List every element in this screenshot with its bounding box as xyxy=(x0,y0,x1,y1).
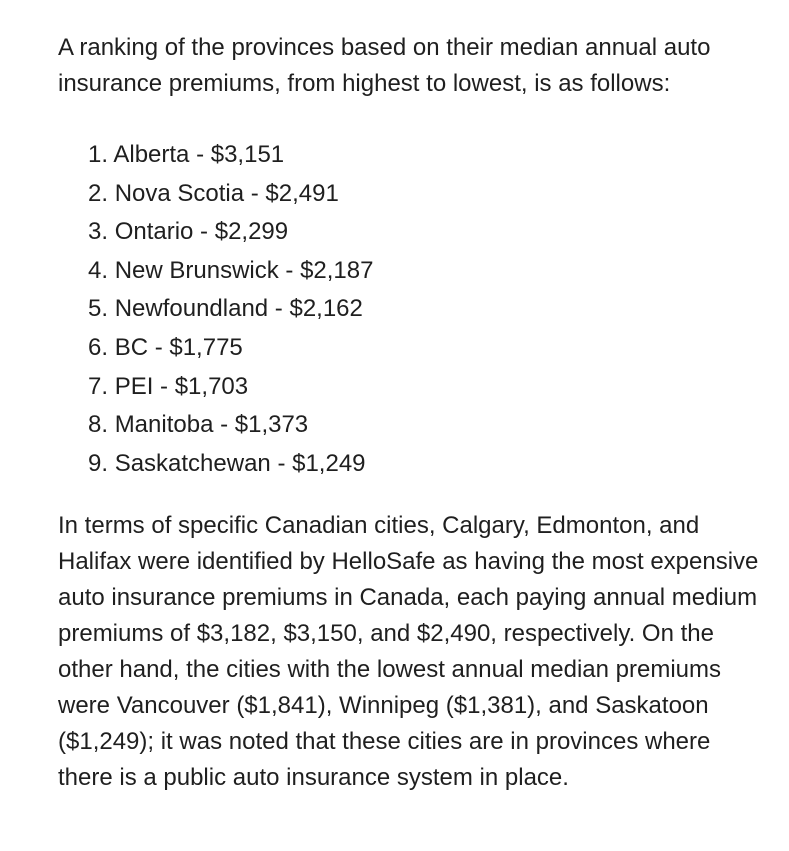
list-item-number: 2. xyxy=(88,179,109,207)
list-item-number: 1. xyxy=(88,141,109,168)
list-item xyxy=(88,213,771,252)
list-item-premium: $1,249 xyxy=(292,449,366,477)
list-item-premium: $2,162 xyxy=(289,295,363,323)
list-item xyxy=(88,175,771,214)
list-item-premium: $1,775 xyxy=(169,333,243,361)
list-item-number: 5. xyxy=(88,295,109,323)
list-item-premium: $3,151 xyxy=(210,141,285,168)
list-item-separator: - xyxy=(153,372,175,400)
list-item-premium: $2,299 xyxy=(214,218,289,246)
cities-paragraph: In terms of specific Canadian cities, Calgary, Edmonton, and Halifax were identified by HelloSafe as having the most expensive auto insurance premiums in Canada, each paying annual medium premiums of $3,182, $3,150, and $2,490, respectively. On the other hand, the cities with the lowest annual median premiums were Vancouver ($1,841), Winnipeg ($1,381), and Saskatoon ($1,249); it was noted that these cities are in provinces where there is a public auto insurance system in place. xyxy=(58,512,759,792)
list-item-province: BC xyxy=(114,333,149,361)
list-item-number: 8. xyxy=(88,411,109,439)
list-item-number: 9. xyxy=(88,449,109,477)
list-item-number: 7. xyxy=(88,372,109,400)
list-item-province: New Brunswick xyxy=(114,256,279,284)
list-item-number: 3. xyxy=(88,218,109,246)
list-item-separator: - xyxy=(278,256,301,284)
list-item-separator: - xyxy=(268,295,290,323)
list-item-number: 6. xyxy=(88,333,109,361)
list-item-premium: $2,491 xyxy=(265,179,339,207)
list-item-province: Nova Scotia xyxy=(114,179,245,207)
list-item-province: Newfoundland xyxy=(114,295,269,323)
list-item-province: Saskatchewan xyxy=(114,449,271,477)
province-ranking-list xyxy=(58,136,771,483)
list-item-premium: $2,187 xyxy=(300,256,374,284)
intro-paragraph: A ranking of the provinces based on their median annual auto insurance premiums, from highest to lowest, is as follows: xyxy=(58,34,711,97)
list-item-separator: - xyxy=(270,449,293,477)
list-item-premium: $1,703 xyxy=(174,372,249,400)
list-item xyxy=(88,136,771,175)
list-item-province: Manitoba xyxy=(114,411,214,439)
list-item-separator: - xyxy=(189,141,211,168)
list-item-province: PEI xyxy=(114,372,154,400)
list-item xyxy=(88,445,771,484)
list-item-province: Alberta xyxy=(113,141,190,168)
list-item xyxy=(88,290,771,329)
list-item xyxy=(88,406,771,445)
list-item-separator: - xyxy=(193,218,215,246)
list-item xyxy=(88,252,771,291)
list-item-premium: $1,373 xyxy=(234,411,309,439)
list-item xyxy=(88,368,771,407)
list-item-separator: - xyxy=(148,333,170,361)
list-item-province: Ontario xyxy=(114,218,194,246)
list-item xyxy=(88,329,771,368)
list-item-number: 4. xyxy=(88,256,109,284)
list-item-separator: - xyxy=(244,179,266,207)
list-item-separator: - xyxy=(213,411,235,439)
